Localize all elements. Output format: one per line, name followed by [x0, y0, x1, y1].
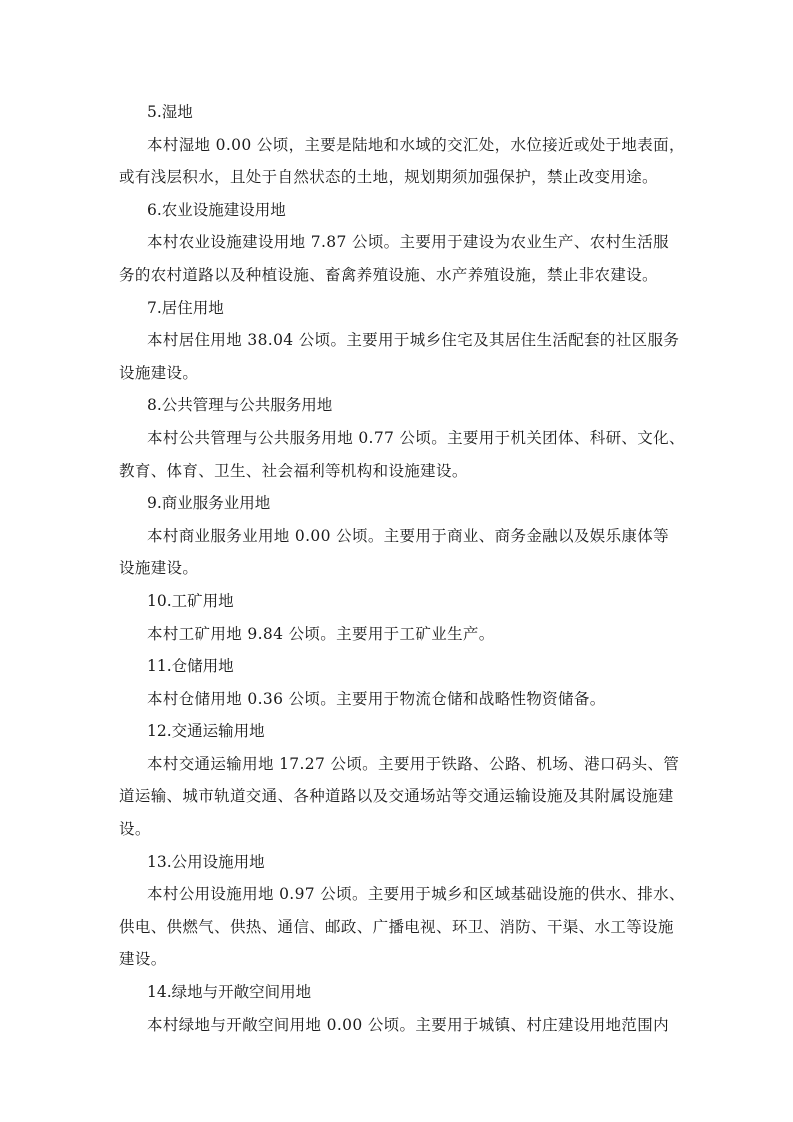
section-heading: 7.居住用地 — [147, 298, 224, 317]
section-residential-land — [119, 292, 679, 390]
paragraph-line: 道运输、城市轨道交通、各种道路以及交通场站等交通运输设施及其附属设施建 — [119, 787, 674, 806]
section-paragraph — [119, 129, 685, 194]
section-agricultural-facility-land — [119, 194, 679, 292]
paragraph-line: 本村居住用地 38.04 公顷。主要用于城乡住宅及其居住生活配套的社区服务 — [147, 331, 680, 350]
paragraph-line: 本村湿地 0.00 公顷，主要是陆地和水域的交汇处，水位接近或处于地表面， — [147, 135, 685, 154]
section-paragraph — [119, 226, 679, 291]
section-paragraph — [119, 520, 679, 585]
section-public-service-land — [119, 389, 685, 487]
section-transportation-land — [119, 715, 679, 845]
section-paragraph — [119, 422, 685, 487]
section-paragraph — [119, 1009, 679, 1042]
paragraph-line: 本村交通运输用地 17.27 公顷。主要用于铁路、公路、机场、港口码头、管 — [147, 754, 680, 773]
paragraph-line: 教育、体育、卫生、社会福利等机构和设施建设。 — [119, 461, 468, 480]
section-paragraph — [119, 324, 679, 389]
paragraph-line: 本村农业设施建设用地 7.87 公顷。主要用于建设为农业生产、农村生活服 — [147, 233, 669, 252]
paragraph-line: 建设。 — [119, 950, 167, 969]
section-heading: 14.绿地与开敞空间用地 — [147, 983, 312, 1002]
paragraph-line: 设施建设。 — [119, 559, 199, 578]
paragraph-line: 本村公共管理与公共服务用地 0.77 公顷。主要用于机关团体、科研、文化、 — [147, 428, 685, 447]
section-paragraph — [119, 683, 679, 716]
section-commercial-land — [119, 487, 679, 585]
section-heading: 9.商业服务业用地 — [147, 494, 271, 513]
paragraph-line: 设施建设。 — [119, 363, 199, 382]
paragraph-line: 设。 — [119, 820, 151, 839]
paragraph-line: 或有浅层积水，且处于自然状态的土地，规划期须加强保护，禁止改变用途。 — [119, 168, 658, 187]
section-storage-land — [119, 650, 679, 715]
section-paragraph — [119, 618, 679, 651]
section-paragraph — [119, 748, 679, 846]
section-heading: 5.湿地 — [147, 103, 193, 121]
section-utility-land — [119, 846, 685, 976]
paragraph-line: 本村仓储用地 0.36 公顷。主要用于物流仓储和战略性物资储备。 — [147, 689, 606, 708]
section-industrial-mining-land — [119, 585, 679, 650]
paragraph-line: 供电、供燃气、供热、通信、邮政、广播电视、环卫、消防、干渠、水工等设施 — [119, 917, 674, 936]
section-heading: 8.公共管理与公共服务用地 — [147, 396, 333, 415]
section-heading: 10.工矿用地 — [147, 591, 234, 610]
document-body — [119, 96, 685, 1041]
section-heading: 12.交通运输用地 — [147, 722, 265, 741]
section-heading: 11.仓储用地 — [147, 657, 234, 676]
paragraph-line: 本村公用设施用地 0.97 公顷。主要用于城乡和区域基础设施的供水、排水、 — [147, 885, 685, 904]
section-heading: 6.农业设施建设用地 — [147, 200, 286, 219]
section-green-open-space-land — [119, 976, 679, 1041]
section-paragraph — [119, 878, 685, 976]
paragraph-line: 本村绿地与开敞空间用地 0.00 公顷。主要用于城镇、村庄建设用地范围内 — [147, 1015, 669, 1034]
paragraph-line: 务的农村道路以及种植设施、畜禽养殖设施、水产养殖设施，禁止非农建设。 — [119, 265, 658, 284]
section-wetland — [119, 96, 685, 194]
paragraph-line: 本村商业服务业用地 0.00 公顷。主要用于商业、商务金融以及娱乐康体等 — [147, 526, 669, 545]
section-heading: 13.公用设施用地 — [147, 852, 265, 871]
paragraph-line: 本村工矿用地 9.84 公顷。主要用于工矿业生产。 — [147, 624, 495, 643]
